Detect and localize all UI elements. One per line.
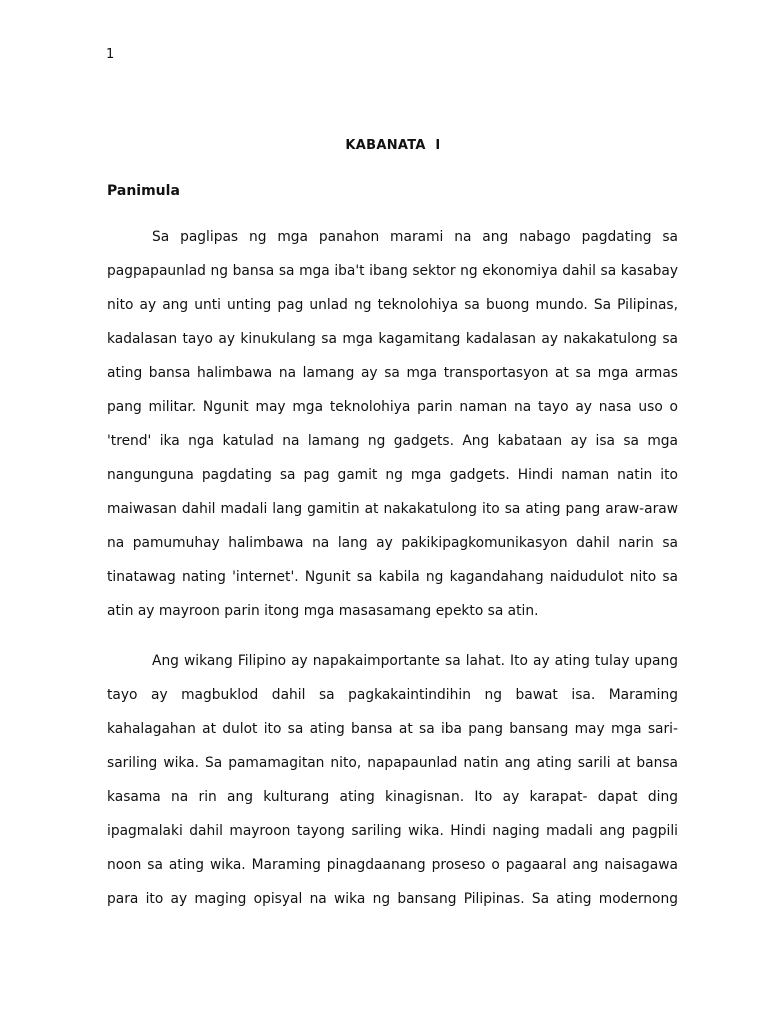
paragraph-line: ating bansa halimbawa na lamang ay sa mga transportasyon at sa mga armas bbox=[107, 365, 678, 381]
paragraph-line: Ang wikang Filipino ay napakaimportante sa lahat. Ito ay ating tulay upang bbox=[152, 653, 678, 669]
paragraph-line: kadalasan tayo ay kinukulang sa mga kagamitang kadalasan ay nakakatulong sa bbox=[107, 331, 678, 347]
paragraph-line: nangunguna pagdating sa pag gamit ng mga gadgets. Hindi naman natin ito bbox=[107, 467, 678, 483]
paragraph-line: tayo ay magbuklod dahil sa pagkakaintindihin ng bawat isa. Maraming bbox=[107, 687, 678, 703]
paragraph-line: kahalagahan at dulot ito sa ating bansa at sa iba pang bansang may mga sari- bbox=[107, 721, 678, 737]
paragraph-line: na pamumuhay halimbawa na lang ay pakikipagkomunikasyon dahil narin sa bbox=[107, 535, 678, 551]
paragraph-line: maiwasan dahil madali lang gamitin at nakakatulong ito sa ating pang araw-araw bbox=[107, 501, 678, 517]
paragraph-1 bbox=[107, 220, 678, 628]
paragraph-line: atin ay mayroon parin itong mga masasamang epekto sa atin. bbox=[107, 603, 539, 619]
paragraph-2 bbox=[107, 644, 678, 916]
paragraph-line: tinatawag nating 'internet'. Ngunit sa kabila ng kagandahang naidudulot nito sa bbox=[107, 569, 678, 585]
paragraph-line: sariling wika. Sa pamamagitan nito, napapaunlad natin ang ating sarili at bansa bbox=[107, 755, 678, 771]
paragraph-line: 'trend' ika nga katulad na lamang ng gadgets. Ang kabataan ay isa sa mga bbox=[107, 433, 678, 449]
paragraph-line: nito ay ang unti unting pag unlad ng teknolohiya sa buong mundo. Sa Pilipinas, bbox=[107, 297, 678, 313]
chapter-title: KABANATA I bbox=[345, 138, 441, 153]
paragraph-line: Sa paglipas ng mga panahon marami na ang nabago pagdating sa bbox=[152, 229, 678, 245]
paragraph-line: noon sa ating wika. Maraming pinagdaanang proseso o pagaaral ang naisagawa bbox=[107, 857, 678, 873]
paragraph-line: ipagmalaki dahil mayroon tayong sariling wika. Hindi naging madali ang pagpili bbox=[107, 823, 678, 839]
paragraph-line: para ito ay maging opisyal na wika ng bansang Pilipinas. Sa ating modernong bbox=[107, 891, 678, 907]
paragraph-line: kasama na rin ang kulturang ating kinagisnan. Ito ay karapat- dapat ding bbox=[107, 789, 678, 805]
page-number: 1 bbox=[106, 47, 115, 62]
paragraph-line: pagpapaunlad ng bansa sa mga iba't ibang sektor ng ekonomiya dahil sa kasabay bbox=[107, 263, 678, 279]
section-heading: Panimula bbox=[107, 183, 180, 199]
paragraph-line: pang militar. Ngunit may mga teknolohiya parin naman na tayo ay nasa uso o bbox=[107, 399, 678, 415]
